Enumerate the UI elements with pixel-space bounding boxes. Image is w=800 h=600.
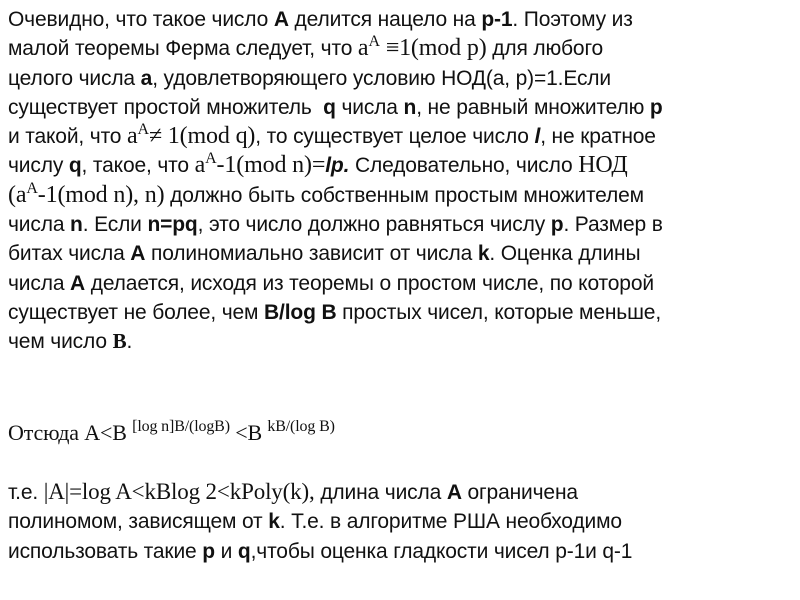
formula-text: <B — [229, 420, 268, 445]
text-run: должно быть собственным простым множителем — [164, 183, 644, 207]
exponent: A — [205, 150, 217, 168]
variable-k: k — [477, 242, 490, 266]
text-run: . Оценка длины — [489, 242, 641, 266]
text-run: , это число должно равняться числу — [197, 213, 551, 237]
text-run: числу — [8, 154, 69, 178]
text-line-7 — [8, 181, 792, 210]
gcd-label: НОД — [578, 152, 628, 179]
text-run: существует не более, чем — [8, 300, 265, 324]
text-run: существует простой множитель — [8, 95, 324, 119]
variable-l: l — [534, 125, 541, 149]
text-line-11 — [8, 298, 792, 327]
main-paragraph — [8, 5, 792, 357]
text-run: длина числа — [314, 481, 447, 504]
text-line-4 — [8, 93, 792, 122]
text-run: , удовлетворяющего условию НОД(a, p)=1.Если — [152, 66, 611, 90]
expression-p-minus-1: p-1 — [481, 8, 513, 31]
text-run: . Т.е. в алгоритме РША необходимо — [279, 510, 622, 534]
text-line-3 — [8, 64, 792, 93]
text-run: . Если — [82, 213, 148, 237]
text-run: малой теоремы Ферма следует, что — [8, 37, 358, 61]
text-run: . Поэтому из — [512, 8, 633, 31]
variable-n: n — [70, 213, 83, 237]
text-line-9 — [8, 239, 792, 268]
text-run: делится нацело на — [288, 8, 482, 31]
text-run: , не равный множителю — [416, 95, 650, 119]
text-run: простых чисел, которые меньше, — [336, 300, 662, 324]
text-line-t3 — [8, 537, 792, 566]
variable-A: A — [130, 242, 146, 266]
text-line-1 — [8, 5, 792, 34]
formula-text: Отсюда A<B — [8, 420, 133, 445]
text-run: , то существует целое число — [255, 125, 535, 149]
congruence: ≠ 1(mod q) — [148, 123, 256, 150]
variable-k: k — [268, 510, 280, 534]
gcd-argument: -1(mod n), n) — [37, 181, 165, 208]
conclusion-paragraph — [8, 477, 792, 566]
variable-a: a — [127, 123, 138, 150]
text-run: полиномом, зависящем от — [8, 510, 269, 534]
text-line-10 — [8, 269, 792, 298]
text-run: Очевидно, что такое число — [8, 8, 274, 31]
text-run: числа — [8, 271, 71, 295]
text-run: для любого — [486, 37, 604, 61]
text-run: и — [214, 539, 238, 563]
text-line-6 — [8, 151, 792, 180]
expression-n-pq: n=pq — [147, 213, 198, 237]
text-line-8 — [8, 210, 792, 239]
text-run: делается, исходя из теоремы о простом числе, по которой — [85, 271, 654, 295]
text-run: числа — [335, 95, 404, 119]
variable-A: A — [446, 481, 462, 504]
exponent: [log n]B/(logB) — [132, 418, 230, 435]
congruence: ≡1(mod p) — [379, 35, 487, 62]
text-run: числа — [8, 213, 71, 237]
text-run: Следовательно, число — [349, 154, 579, 178]
text-line-t2 — [8, 507, 792, 536]
variable-a: a — [140, 66, 153, 90]
text-line-12 — [8, 327, 792, 356]
gcd-argument: (a — [8, 181, 27, 208]
text-run: целого числа — [8, 66, 141, 90]
text-line-t1 — [8, 477, 792, 507]
formula-line — [8, 418, 792, 448]
text-run: использовать такие — [8, 539, 203, 563]
variable-q: q — [323, 95, 336, 119]
text-run: ограничена — [461, 481, 578, 504]
text-run: , такое, что — [81, 154, 195, 178]
exponent: kB/(log B) — [267, 418, 335, 435]
text-run: . Размер в — [563, 213, 663, 237]
text-run: полиномиально зависит от числа — [145, 242, 478, 266]
inequality — [8, 418, 792, 448]
text-line-2 — [8, 34, 792, 63]
variable-A: A — [273, 8, 289, 31]
exponent: A — [137, 121, 149, 139]
text-line-5 — [8, 122, 792, 151]
text-run: . — [126, 330, 133, 354]
text-run: т.е. — [8, 481, 44, 504]
text-run: , не кратное — [540, 125, 656, 149]
text-run: ,чтобы оценка гладкости чисел p-1и q-1 — [250, 539, 633, 563]
variable-B: B — [112, 329, 127, 354]
text-run: чем число — [8, 330, 113, 354]
expression-B-log-B: B/log B — [264, 300, 337, 324]
variable-q: q — [237, 539, 251, 563]
exponent: A — [26, 179, 38, 197]
variable-A: A — [70, 271, 86, 295]
text-run: битах числа — [8, 242, 131, 266]
formula-text: |A|=log A<kBlog 2<kPoly(k), — [43, 479, 315, 504]
exponent: A — [368, 33, 380, 51]
expression-lp: lp. — [325, 154, 350, 178]
variable-p: p — [202, 539, 215, 563]
congruence: -1(mod n)= — [216, 152, 326, 179]
variable-q: q — [68, 154, 82, 178]
variable-a: a — [194, 152, 206, 179]
variable-p: p — [649, 95, 663, 119]
variable-p: p — [550, 213, 564, 237]
variable-n: n — [403, 95, 417, 119]
variable-a: a — [357, 35, 369, 62]
text-run: и такой, что — [8, 125, 128, 149]
